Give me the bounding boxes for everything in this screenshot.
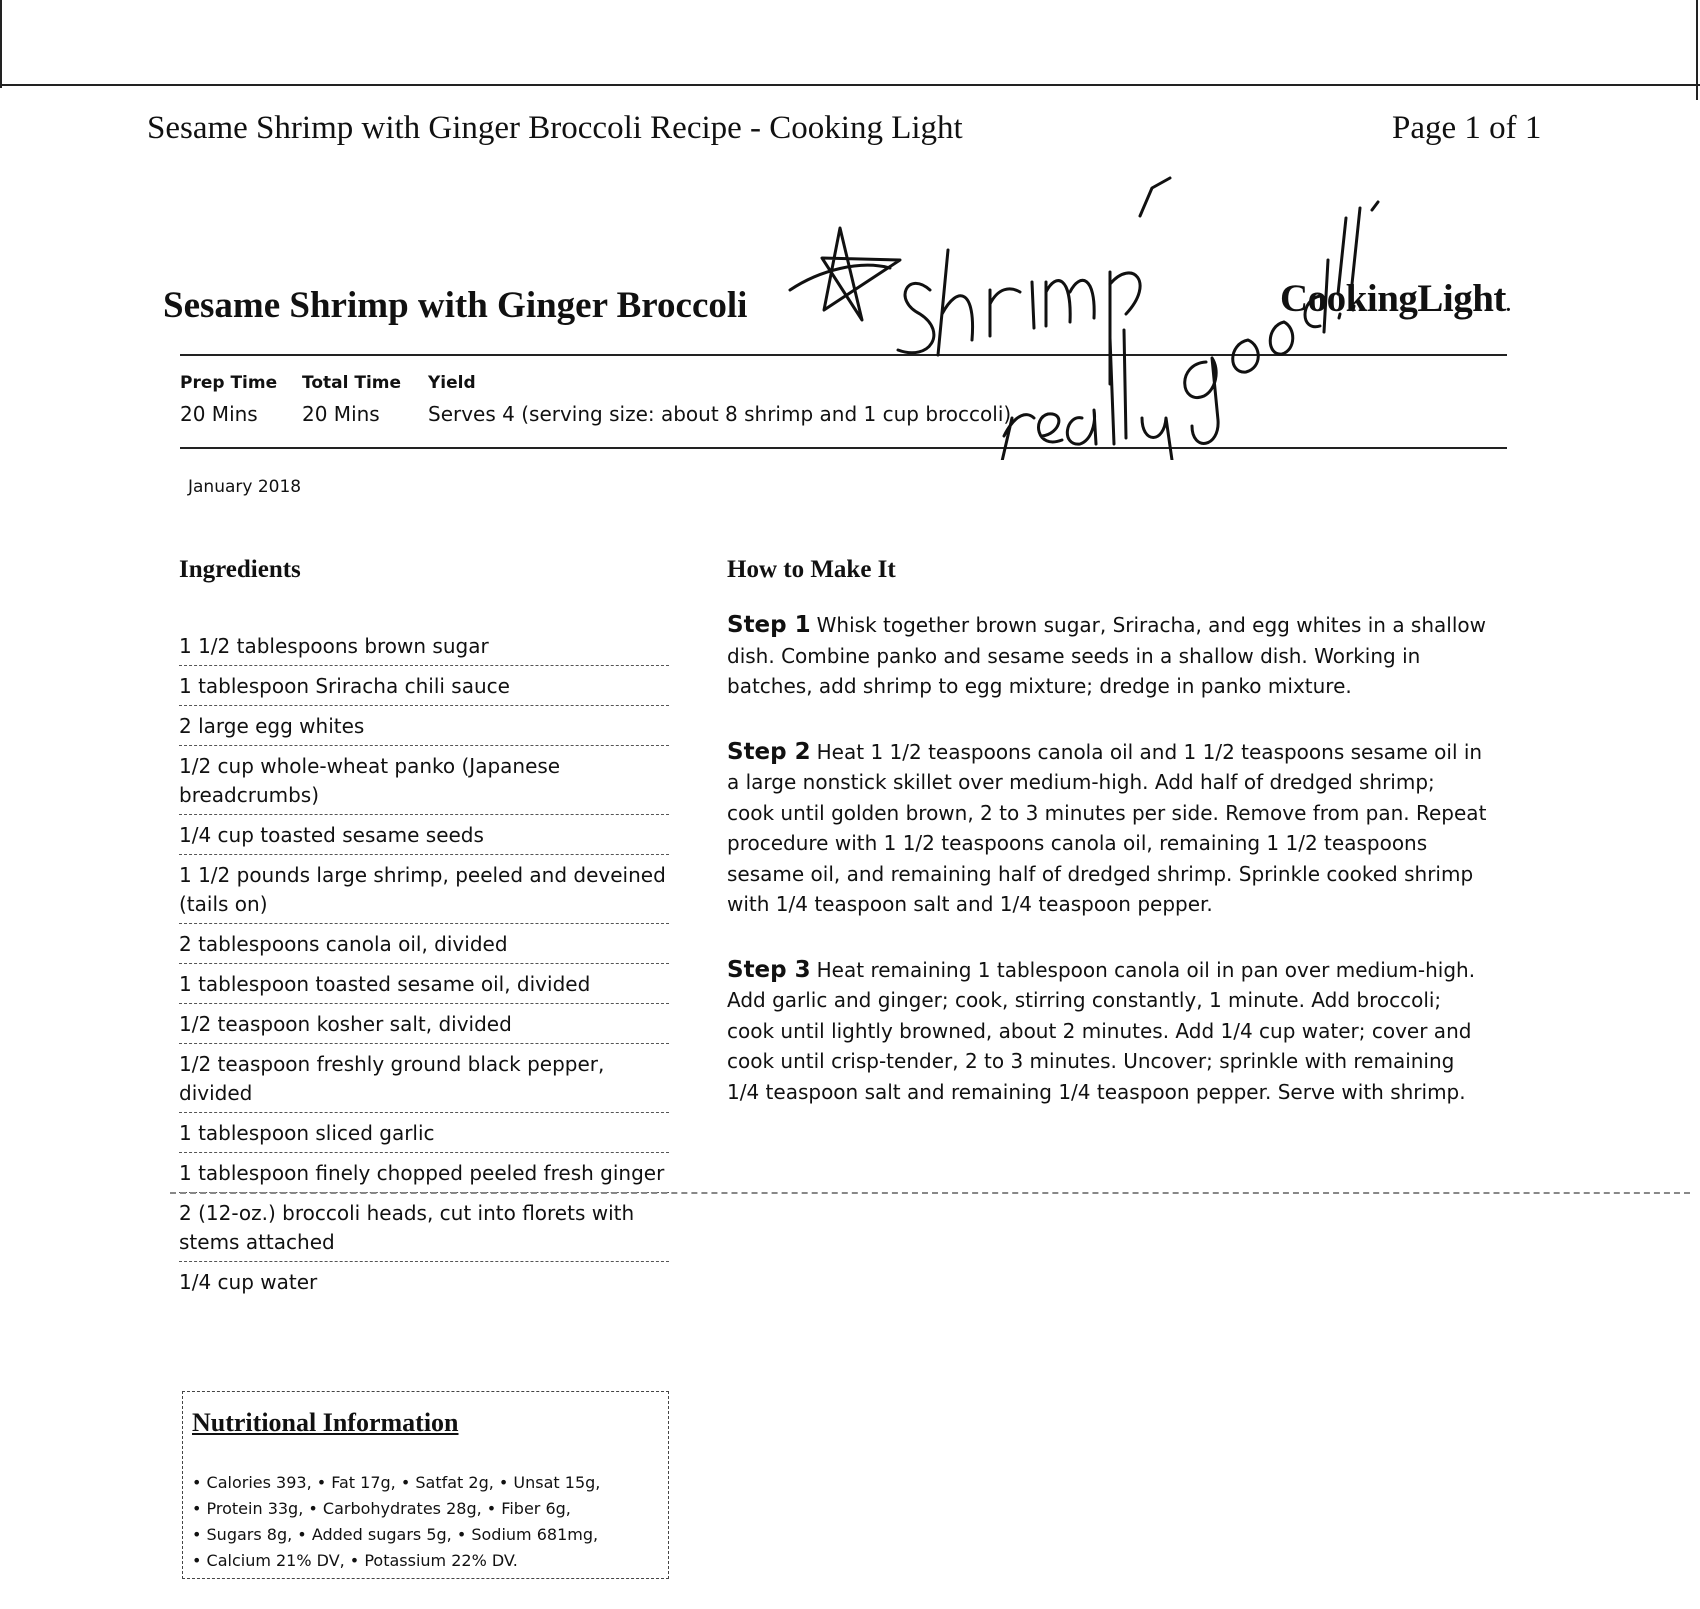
method-heading: How to Make It <box>727 556 896 583</box>
star-mark <box>790 228 900 320</box>
brand-name: CookingLight <box>1280 277 1506 320</box>
ingredient-item: 2 (12-oz.) broccoli heads, cut into florets with stems attached <box>179 1193 669 1262</box>
ingredient-item: 1 tablespoon sliced garlic <box>179 1113 669 1153</box>
ingredient-item: 1/2 cup whole-wheat panko (Japanese breadcrumbs) <box>179 746 669 815</box>
nutrition-list <box>192 1470 600 1574</box>
scan-artifact-line <box>170 1192 1690 1194</box>
handwriting-really-good <box>1000 202 1378 460</box>
ingredient-item: 1 1/2 pounds large shrimp, peeled and deveined (tails on) <box>179 855 669 924</box>
ingredient-list <box>179 626 669 1301</box>
recipe-title: Sesame Shrimp with Ginger Broccoli <box>163 285 748 326</box>
step-3 <box>727 955 1487 1108</box>
nutrition-line: • Sugars 8g, • Added sugars 5g, • Sodium 681mg, <box>192 1525 599 1544</box>
step-text: Heat remaining 1 tablespoon canola oil in pan over medium-high. Add garlic and ginger; cook, stirring constantly, 1 minute. Add broccoli; cook until lightly browned, about 2 minutes. Add 1/4 cup water; cover and cook until crisp-tender, 2 to 3 minutes. Uncover; sprinkle with remaining 1/4 teaspoon salt and remaining 1/4 teaspoon pepper. Serve with shrimp. <box>727 957 1476 1104</box>
total-time-value: 20 Mins <box>302 402 380 426</box>
step-label: Step 1 <box>727 612 811 638</box>
ingredient-item: 1/4 cup toasted sesame seeds <box>179 815 669 855</box>
print-header-title: Sesame Shrimp with Ginger Broccoli Recipe - Cooking Light <box>147 110 963 146</box>
ingredient-item: 1/2 teaspoon kosher salt, divided <box>179 1004 669 1044</box>
nutrition-line: • Calcium 21% DV, • Potassium 22% DV. <box>192 1551 518 1570</box>
brand-dot: . <box>1505 294 1511 316</box>
ingredient-item: 1 tablespoon Sriracha chili sauce <box>179 666 669 706</box>
publish-date: January 2018 <box>188 477 302 497</box>
ingredients-heading: Ingredients <box>179 556 301 583</box>
step-label: Step 3 <box>727 956 811 983</box>
step-text: Heat 1 1/2 teaspoons canola oil and 1 1/2 teaspoons sesame oil in a large nonstick skillet over medium-high. Add half of dredged shrimp; cook until golden brown, 2 to 3 minutes per side. Remove from pan. Repeat procedure with 1 1/2 teaspoons canola oil, remaining 1 1/2 teaspoons sesame oil, and remaining half of dredged shrimp. Sprinkle cooked shrimp with 1/4 teaspoon salt and 1/4 teaspoon pepper. <box>727 739 1487 916</box>
nutrition-line: • Calories 393, • Fat 17g, • Satfat 2g, • Unsat 15g, <box>192 1473 601 1492</box>
scan-page-edge-left <box>0 0 2 88</box>
handwriting-shrimp <box>898 178 1170 384</box>
step-2 <box>727 737 1487 920</box>
ingredient-item: 1 tablespoon toasted sesame oil, divided <box>179 964 669 1004</box>
ingredient-item: 1/2 teaspoon freshly ground black pepper, divided <box>179 1044 669 1113</box>
ingredient-item: 1/4 cup water <box>179 1270 318 1294</box>
nutrition-box <box>182 1391 669 1579</box>
ingredient-item: 1 1/2 tablespoons brown sugar <box>179 626 669 666</box>
step-list <box>727 610 1487 1142</box>
step-label: Step 2 <box>727 738 811 765</box>
step-1 <box>727 610 1487 702</box>
scan-page-edge <box>0 84 1700 86</box>
total-time-label: Total Time <box>302 373 402 393</box>
yield-value: Serves 4 (serving size: about 8 shrimp and 1 cup broccoli) <box>428 402 1012 426</box>
scan-page-edge-right <box>1696 0 1698 100</box>
ingredient-item: 2 tablespoons canola oil, divided <box>179 924 669 964</box>
prep-time-value: 20 Mins <box>180 402 258 426</box>
step-text: Whisk together brown sugar, Sriracha, and egg whites in a shallow dish. Combine panko and sesame seeds in a shallow dish. Working in batches, add shrimp to egg mixture; dredge in panko mixture. <box>727 613 1486 698</box>
nutrition-heading: Nutritional Information <box>192 1408 459 1437</box>
handwritten-note <box>780 100 1400 460</box>
ingredient-item: 2 large egg whites <box>179 706 669 746</box>
prep-time-label: Prep Time <box>180 373 278 393</box>
ingredient-item: 1 tablespoon finely chopped peeled fresh ginger <box>179 1153 669 1193</box>
page-number: Page 1 of 1 <box>1392 110 1542 146</box>
nutrition-line: • Protein 33g, • Carbohydrates 28g, • Fiber 6g, <box>192 1499 571 1518</box>
yield-label: Yield <box>428 373 476 393</box>
